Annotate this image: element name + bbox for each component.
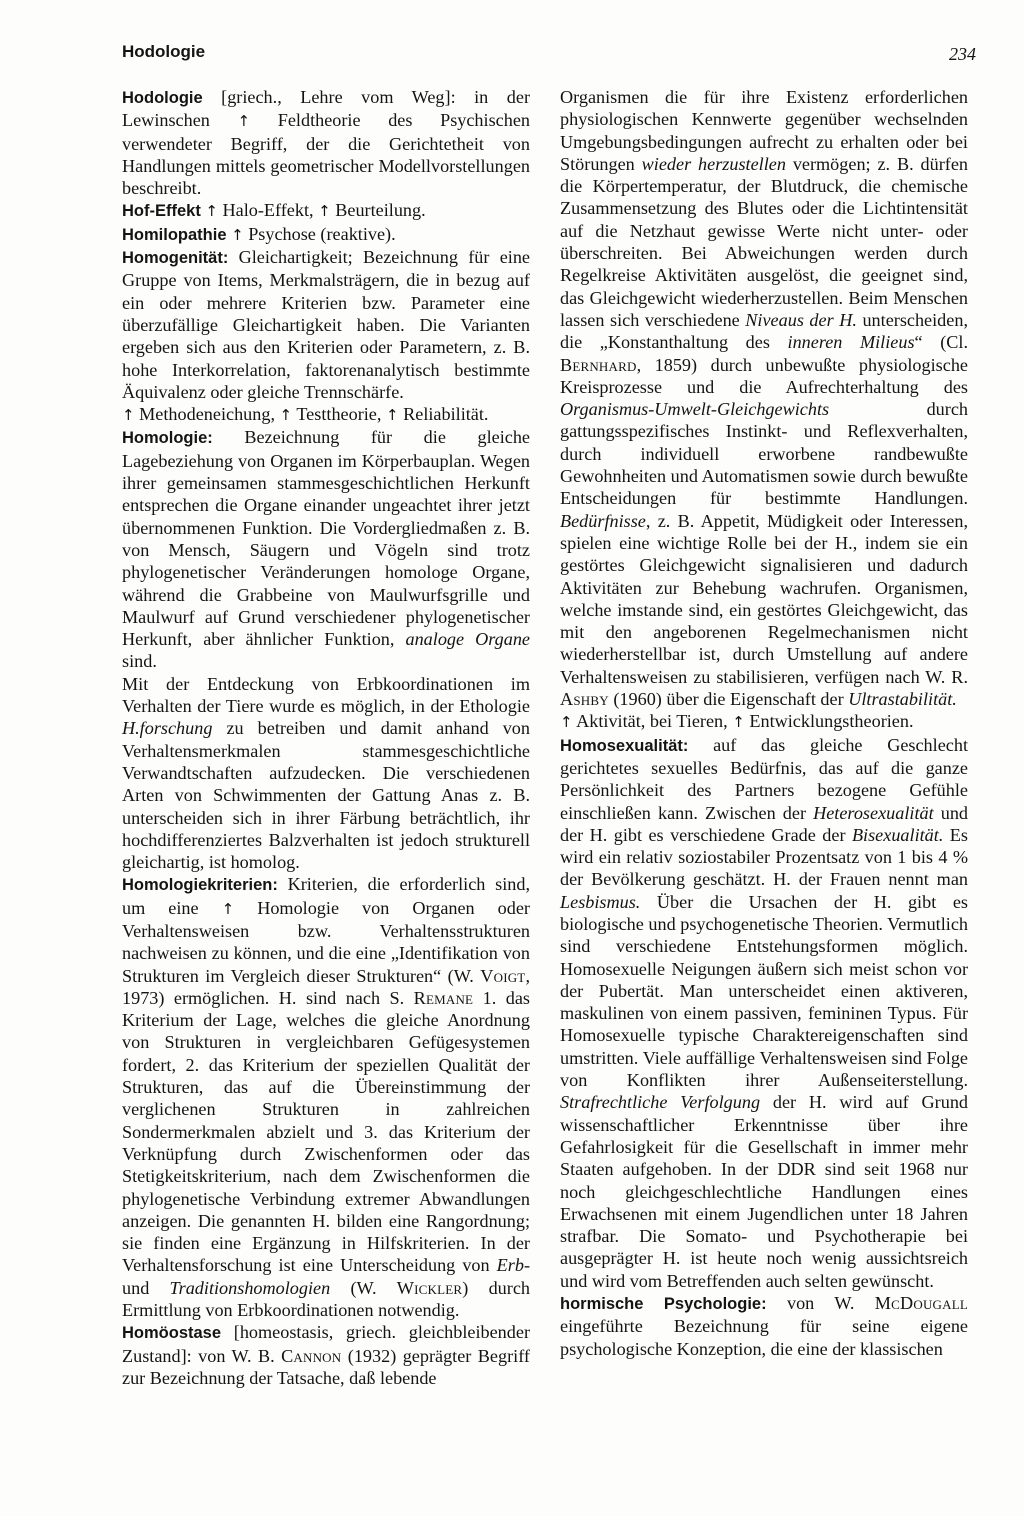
entry-text: unterscheiden, die „Konstanthaltung des bbox=[560, 309, 968, 353]
dictionary-entry bbox=[560, 734, 968, 1292]
dictionary-entry bbox=[122, 1321, 530, 1389]
entry-text: (1960) über die Eigenschaft der bbox=[608, 689, 849, 710]
author-name: Wickler bbox=[396, 1277, 463, 1298]
entry-text: [griech., Lehre vom Weg]: in der Lewinschen bbox=[122, 87, 530, 131]
dictionary-entry bbox=[560, 86, 968, 710]
entry-text: Methodeneichung, bbox=[134, 404, 280, 425]
italic-term: wieder herzustellen bbox=[641, 153, 786, 174]
entry-text: 1. das Kriterium der Lage, welches die gleiche Anordnung von Strukturen in vergleichbaren Gefügesystemen fordert, 2. das Kriterium der speziellen Qualität der Strukturen, das auf die Übereinstimmung der verglichenen Strukturen in zahlreichen Sondermerkmalen abzielt und 3. das Kriterium der Verknüpfung durch Zwischenformen oder das Stetigkeitskriterium, nach dem Zwischenformen die phylogenetische Verbindung extremer Abwandlungen anzeigen. Die genannten H. bilden eine Rangordnung; sie finden eine Ergänzung in Hilfskriterien. In der Verhaltensforschung ist eine Unterscheidung von bbox=[122, 987, 531, 1276]
entry-text: der H. wird auf Grund wissenschaftlicher Erkenntnisse über ihre Gefahrlosigkeit für die Gesellschaft in immer mehr Staaten aufgehoben. In der DDR sind seit 1968 nur noch gleichgeschlechtliche Handlungen eines Erwachsenen mit einem Jugendlichen unter 18 Jahren strafbar. Die Somato- und Psychotherapie bei ausgeprägter H. ist heute noch wenig aussichtsreich und wird vom Betreffenden auch selten gewünscht. bbox=[560, 1092, 969, 1291]
entry-text: Psychose (reaktive). bbox=[243, 223, 396, 244]
author-name: Voigt bbox=[480, 965, 526, 986]
entry-text: Es wird ein relativ soziostabiler Prozentsatz von 1 bis 4 % der Bevölkerung geschätzt. H. der Frauen nennt man bbox=[560, 824, 968, 890]
entry-text: , 1973) ermöglichen. H. sind nach S. bbox=[122, 965, 530, 1008]
cross-reference-arrow-icon: ↑ bbox=[560, 713, 573, 732]
italic-term: H.forschung bbox=[122, 718, 213, 739]
entry-text: durch gattungsspezifisches Instinkt- und Reflexverhalten, durch individuell erworbene randbewußte Gewohnheiten und Automatismen sowie durch bewußte Entscheidungen für bestimmte Handlungen. bbox=[560, 399, 968, 509]
dictionary-entry bbox=[122, 426, 530, 672]
author-name: Bernhard bbox=[560, 354, 637, 375]
entry-text: , 1859) durch unbewußte physiologische Kreisprozesse und die Aufrechterhaltung des bbox=[560, 354, 968, 397]
entry-text: Homologie von Organen oder Verhaltensweisen bzw. Verhaltensstrukturen nachweisen zu können, und die eine „Identifikation von Strukturen im Vergleich dieser Strukturen“ (W. bbox=[122, 897, 530, 986]
italic-term: Bisexualität. bbox=[851, 824, 944, 845]
dictionary-entry bbox=[122, 86, 530, 199]
italic-term: Traditionshomologien bbox=[169, 1277, 331, 1298]
right-column bbox=[560, 86, 968, 1360]
entry-lemma: Homosexualität: bbox=[560, 736, 689, 755]
italic-term: Organismus-Umwelt-Gleichgewichts bbox=[560, 399, 830, 420]
entry-text: sind. bbox=[122, 651, 157, 672]
entry-text: “ (Cl. bbox=[914, 332, 968, 353]
italic-term: Heterosexualität bbox=[813, 802, 934, 823]
entry-text: , z. B. Appetit, Müdigkeit oder Interessen, spielen eine wichtige Rolle bei der H., indem sie ein gestörtes Gleichgewicht signalisieren und dadurch Aktivitäten zur Behebung wachrufen. Organismen, welche imstande sind, ein gestörtes Gleichgewicht, das mit den angeborenen Regelmechanismen nicht wiederherstellbar ist, durch Umstellung auf andere Verhaltensweisen zu stabilisieren, verfügen nach W. R. bbox=[560, 510, 968, 687]
author-name: McDougall bbox=[874, 1293, 968, 1314]
entry-text: (W. bbox=[330, 1277, 397, 1298]
entry-text: Halo-Effekt, bbox=[217, 200, 319, 221]
dictionary-entry bbox=[122, 246, 530, 403]
dictionary-entry bbox=[122, 673, 530, 874]
page-number: 234 bbox=[949, 44, 976, 64]
italic-term: Lesbismus. bbox=[560, 891, 641, 912]
running-head: Hodologie bbox=[122, 42, 206, 61]
dictionary-entry bbox=[122, 223, 530, 246]
italic-term: Erb- bbox=[496, 1255, 530, 1276]
entry-text: auf das gleiche Geschlecht gerichtetes sexuelles Bedürfnis, das auf die ganze Persönlichkeit des Partners bezogene Gefühle einschließen kann. Zwischen der bbox=[560, 734, 968, 823]
dictionary-entry bbox=[122, 199, 530, 222]
entry-text: von W. bbox=[766, 1293, 875, 1314]
author-name: Cannon bbox=[281, 1345, 342, 1366]
entry-text: Reliabilität. bbox=[398, 404, 489, 425]
italic-term: Niveaus der H. bbox=[745, 309, 857, 330]
italic-term: Bedürfnisse bbox=[560, 510, 646, 531]
entry-lemma: Homilopathie bbox=[122, 225, 227, 244]
cross-reference-arrow-icon: ↑ bbox=[385, 406, 399, 425]
entry-text: ) durch Ermittlung von Erbkoordinationen notwendig. bbox=[122, 1277, 530, 1321]
entry-text: Kriterien, die erforderlich sind, um eine bbox=[122, 874, 530, 918]
cross-reference-arrow-icon: ↑ bbox=[279, 406, 293, 425]
author-name: Remane bbox=[413, 987, 474, 1008]
entry-text: Testtheorie, bbox=[292, 404, 386, 425]
entry-text: und der H. gibt es verschiedene Grade der bbox=[560, 802, 969, 845]
entry-text: Aktivität, bei Tieren, bbox=[572, 711, 733, 732]
entry-text: eingeführte Bezeichnung für seine eigene psychologische Konzeption, die eine der klassischen bbox=[560, 1316, 968, 1359]
entry-text: Beurteilung. bbox=[330, 200, 426, 221]
entry-text: und bbox=[122, 1277, 170, 1298]
cross-reference-arrow-icon: ↑ bbox=[732, 713, 745, 732]
entry-text: Organismen die für ihre Existenz erforderlichen physiologischen Kennwerte gegenüber wechselnden Umgebungsbedingungen aufrecht zu erhalten oder bei Störungen bbox=[560, 87, 968, 174]
italic-term: Strafrechtliche Verfolgung bbox=[560, 1092, 761, 1113]
entry-lemma: Homologiekriterien: bbox=[122, 876, 278, 895]
italic-term: inneren Milieus bbox=[787, 332, 915, 353]
cross-reference-arrow-icon: ↑ bbox=[237, 112, 251, 131]
dictionary-entry bbox=[560, 710, 968, 733]
cross-reference-arrow-icon: ↑ bbox=[231, 225, 244, 244]
cross-reference-arrow-icon: ↑ bbox=[318, 202, 331, 221]
entry-text: Mit der Entdeckung von Erbkoordinationen im Verhalten der Tiere wurde es möglich, in der Ethologie bbox=[122, 673, 530, 717]
entry-text: zu betreiben und damit anhand von Verhaltensmerkmalen stammesgeschichtliche Verwandtschaften aufzudecken. Die verschiedenen Arten von Schwimmenten der Gattung Anas z. B. unterscheiden sich in ihrer Färbung beträchtlich, ihr hochdifferenziertes Balzverhalten ist jedoch strukturell gleichartig, ist homolog. bbox=[122, 718, 530, 873]
entry-text: Gleichartigkeit; Bezeichnung für eine Gruppe von Items, Merkmalsträgern, die in bezug auf ein oder mehrere Kriterien bzw. Parameter eine überzufällige Gleichartigkeit haben. Die Varianten ergeben sich aus den Kriterien oder Parametern, z. B. hohe Interkorrelation, faktorenanalytisch bestimmte Äquivalenz oder gleiche Trennschärfe. bbox=[122, 247, 530, 402]
entry-lemma: Hof-Effekt bbox=[122, 202, 201, 221]
left-column bbox=[122, 86, 530, 1389]
entry-lemma: Hodologie bbox=[122, 89, 203, 107]
entry-lemma: Homologie: bbox=[122, 429, 213, 448]
entry-text: Bezeichnung für die gleiche Lagebeziehung von Organen im Körperbauplan. Wegen ihrer gemeinsamen stammesgeschichtlichen Herkunft entsprechen die Organe einander ungeachtet ihrer jetzt übernommenen Funktion. Die Vordergliedmaßen z. B. von Mensch, Säugern und Vögeln sind trotz phylogenetischer Veränderungen homologe Organe, während die Grabbeine von Maulwurfsgrille und Maulwurf auf Grund verschiedener phylogenetischer Herkunft, aber ähnlicher Funktion, bbox=[122, 427, 530, 650]
cross-reference-arrow-icon: ↑ bbox=[221, 899, 235, 918]
dictionary-entry bbox=[122, 873, 530, 1321]
cross-reference-arrow-icon: ↑ bbox=[205, 202, 218, 221]
dictionary-entry bbox=[560, 1292, 968, 1360]
italic-term: analoge Organe bbox=[405, 629, 530, 650]
entry-text: Entwicklungstheorien. bbox=[744, 711, 914, 732]
entry-text: [homeostasis, griech. gleichbleibender Zustand]: von W. B. bbox=[122, 1322, 530, 1366]
author-name: Ashby bbox=[560, 689, 609, 710]
dictionary-entry bbox=[122, 403, 530, 426]
entry-text: (1932) geprägter Begriff zur Bezeichnung der Tatsache, daß lebende bbox=[122, 1345, 530, 1388]
cross-reference-arrow-icon: ↑ bbox=[122, 406, 135, 425]
entry-lemma: Homogenität: bbox=[122, 249, 229, 268]
italic-term: Ultrastabilität. bbox=[848, 689, 957, 710]
entry-lemma: Homöostase bbox=[122, 1324, 222, 1343]
entry-lemma: hormische Psychologie: bbox=[560, 1295, 767, 1314]
entry-text: Feldtheorie des Psychischen verwendeter Begriff, der die Gerichtetheit von Handlungen mittels geometrischer Modellvorstellungen beschreibt. bbox=[122, 110, 530, 199]
entry-text: Über die Ursachen der H. gibt es biologische und psychogenetische Theorien. Vermutlich sind verschiedene Entstehungsformen möglich. Homosexuelle Neigungen äußern sich meist schon vor der Pubertät. Man unterscheidet einen aktiveren, maskulinen von einem passiven, femininen Typus. Für Homosexuelle typische Charaktereigenschaften sind umstritten. Viele auffällige Verhaltensweisen sind Folge von Konflikten ihrer Außenseiterstellung. bbox=[560, 891, 968, 1091]
entry-text: vermögen; z. B. dürfen die Körpertemperatur, der Blutdruck, die chemische Zusammensetzung des Blutes oder die Lichtintensität auf die Netzhaut gewisse Werte nicht unter- oder überschreiten. Bei Abweichungen werden durch Regelkreise Aktivitäten ausgelöst, die geeignet sind, das Gleichgewicht wiederherzustellen. Beim Menschen lassen sich verschiedene bbox=[560, 153, 968, 330]
